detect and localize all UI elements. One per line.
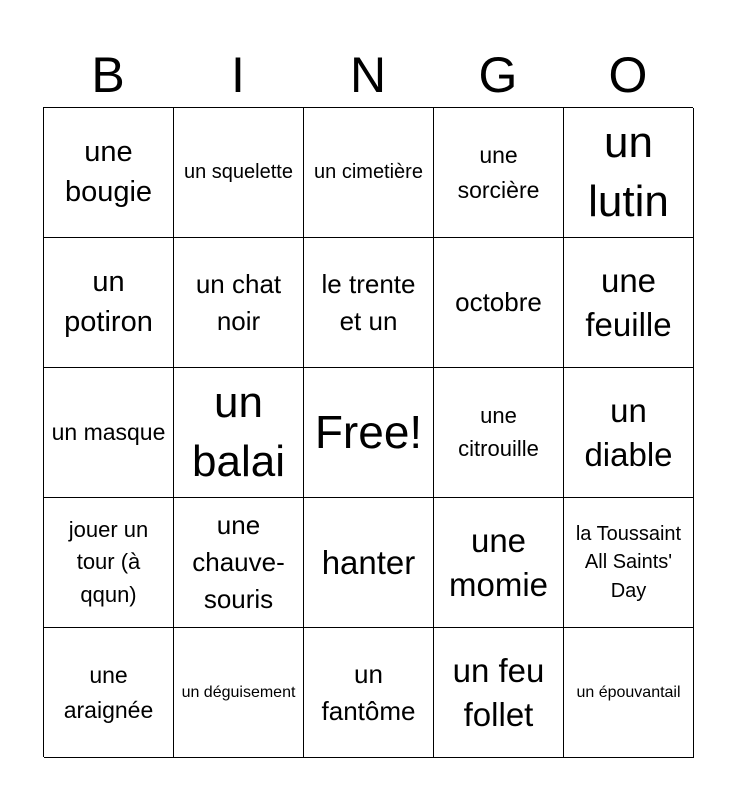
- bingo-cell[interactable]: [174, 368, 304, 498]
- bingo-cell[interactable]: [434, 108, 564, 238]
- cell-text: une citrouille: [458, 402, 539, 461]
- bingo-header: [43, 44, 693, 106]
- cell-text: la Toussaint All Saints' Day: [575, 522, 682, 602]
- cell-text: jouer un tour (à qqun): [68, 516, 149, 607]
- bingo-cell[interactable]: [174, 108, 304, 238]
- bingo-cell[interactable]: [44, 498, 174, 628]
- cell-text: un lutin: [588, 117, 669, 226]
- bingo-cell[interactable]: [304, 498, 434, 628]
- bingo-cell[interactable]: [434, 368, 564, 498]
- bingo-cell[interactable]: [434, 498, 564, 628]
- bingo-cell[interactable]: [564, 498, 694, 628]
- bingo-cell[interactable]: [564, 108, 694, 238]
- bingo-cell[interactable]: [564, 238, 694, 368]
- bingo-cell[interactable]: [304, 628, 434, 758]
- cell-text: un épouvantail: [576, 683, 681, 701]
- cell-text: une momie: [448, 521, 549, 603]
- cell-text: une feuille: [585, 261, 672, 343]
- cell-text: un potiron: [64, 266, 153, 338]
- cell-text: un balai: [192, 377, 285, 486]
- bingo-cell[interactable]: [564, 368, 694, 498]
- cell-text: un chat noir: [195, 268, 282, 336]
- header-letter-b: B: [91, 47, 125, 103]
- bingo-cell[interactable]: [44, 368, 174, 498]
- bingo-cell[interactable]: [44, 108, 174, 238]
- header-letter-i: I: [231, 47, 245, 103]
- cell-text: le trente et un: [321, 268, 416, 336]
- bingo-cell[interactable]: [434, 238, 564, 368]
- cell-text: un déguisement: [181, 683, 296, 701]
- header-letter-o: O: [608, 47, 648, 103]
- bingo-cell[interactable]: [174, 498, 304, 628]
- cell-text: un fantôme: [321, 658, 416, 726]
- bingo-cell[interactable]: [434, 628, 564, 758]
- cell-text: un squelette: [184, 161, 293, 184]
- bingo-cell[interactable]: [174, 628, 304, 758]
- cell-text: un diable: [584, 391, 673, 473]
- cell-text: hanter: [321, 543, 416, 581]
- cell-text: Free!: [314, 405, 423, 458]
- bingo-cell[interactable]: [304, 108, 434, 238]
- cell-text: octobre: [455, 287, 542, 318]
- cell-text: un cimetière: [314, 161, 423, 184]
- cell-text: une chauve-souris: [192, 510, 285, 614]
- bingo-board: [43, 107, 693, 757]
- free-cell[interactable]: [304, 368, 434, 498]
- bingo-cell[interactable]: [304, 238, 434, 368]
- cell-text: un masque: [51, 419, 166, 446]
- cell-text: une sorcière: [457, 142, 540, 203]
- bingo-cell[interactable]: [44, 628, 174, 758]
- bingo-cell[interactable]: [564, 628, 694, 758]
- bingo-cell[interactable]: [44, 238, 174, 368]
- header-letter-n: N: [349, 47, 387, 103]
- cell-text: un feu follet: [452, 651, 545, 733]
- bingo-cell[interactable]: [174, 238, 304, 368]
- cell-text: une araignée: [63, 662, 154, 723]
- header-letter-g: G: [478, 47, 518, 103]
- cell-text: une bougie: [64, 136, 153, 208]
